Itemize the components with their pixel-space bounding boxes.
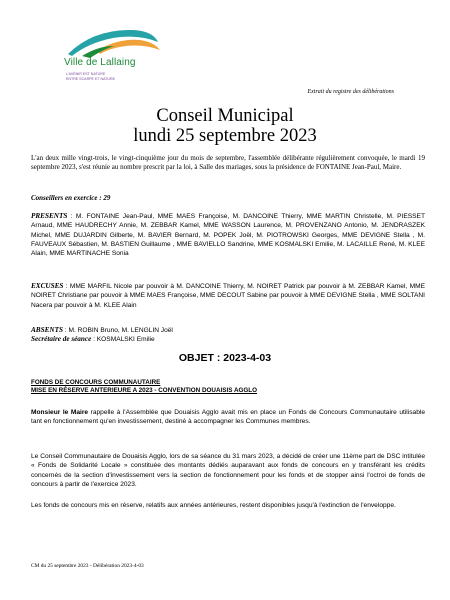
city-logo — [58, 24, 168, 104]
presents-list: : M. FONTAINE Jean-Paul, MME MAES Françoise, M. DANCOINE Thierry, MME MARTIN Christelle, M. PIESSET Arnaud, MME HAUDRECHY Annie, M. ZEBBAR Kamel, MME WASSON Laurence, M. PROVENZANO Antonio, M. JENDRASZEK Michel, MME DUJARDIN Gilberte, M. BAVIER Bernard, M. POPEK Joël, M. PIOTROWSKI Georges, MME DEVIGNE Stella , M. FAUVEAUX Sébastien, M. BASTIEN Guillaume , MME BAVIELLO Sandrine, MME KOSMALSKI Emilie, M. LACAILLE René, M. KLEE Alain, MME MARTINACHE Sonia — [31, 213, 425, 258]
logo-tagline-secondary: ENTRE SCARPE ET NATURE — [66, 77, 115, 81]
paragraph-2: Le Conseil Communautaire de Douaisis Agglo, lors de sa séance du 31 mars 2023, a décidé de créer une 11ème part de DSC intitulée « Fonds de Solidarité Locale » constituée des montants dédiés auparavant aux fonds de concours en y transférant les crédits concernés de la section d'investissement vers la section de fonctionnement pour les fonds et de stopper ainsi l'octroi de fonds de concours à partir de l'exercice 2023. — [31, 453, 425, 489]
paragraph-1 — [31, 408, 425, 427]
page-footer: CM du 25 septembre 2023 - Délibération 2023-4-03 — [31, 563, 144, 569]
intro-paragraph: L'an deux mille vingt-trois, le vingt-cinquième jour du mois de septembre, l'assemblée délibérante régulièrement convoquée, le mardi 19 septembre 2023, s'est réunie au nombre prescrit par la loi, à Salle des mariages, sous la présidence de FONTAINE Jean-Paul, Maire. — [31, 154, 425, 172]
paragraph-3: Les fonds de concours mis en réserve, relatifs aux années antérieures, restent disponibles jusqu'à l'extinction de l'enveloppe. — [31, 502, 396, 509]
secretary-name: : KOSMALSKI Emilie — [91, 336, 155, 343]
extract-label: Extrait du registre des délibérations — [307, 89, 394, 95]
excuses-label: EXCUSES — [31, 282, 64, 290]
paragraph-1-lead: Monsieur le Maire — [31, 409, 89, 416]
excuses-paragraph — [31, 282, 425, 310]
secretary-label: Secrétaire de séance — [31, 335, 92, 343]
section-title: FONDS DE CONCOURS COMMUNAUTAIRE — [31, 379, 161, 386]
presents-paragraph — [31, 212, 425, 258]
logo-name: Ville de Lallaing — [64, 57, 136, 68]
councillors-count: Conseillers en exercice : 29 — [31, 194, 111, 202]
secretary-paragraph — [31, 335, 425, 344]
meeting-date: lundi 25 septembre 2023 — [133, 126, 317, 146]
page-title: Conseil Municipal — [156, 106, 294, 126]
absents-label: ABSENTS — [31, 326, 63, 334]
absents-list: : M. ROBIN Bruno, M. LENGLIN Joël — [62, 327, 173, 334]
paragraph-1-text: rappelle à l'Assemblée que Douaisis Agglo avait mis en place un Fonds de Concours Communautaire utilisable tant en fonctionnement qu'en investissement, destiné à accompagner les Communes membres. — [31, 409, 425, 426]
logo-tagline: L'AVENIR EST NATURE — [66, 72, 106, 76]
presents-label: PRESENTS — [31, 212, 68, 220]
excuses-list: : MME MARFIL Nicole par pouvoir à M. DANCOINE Thierry, M. NOIRET Patrick par pouvoir à M. ZEBBAR Kamel, MME NOIRET Christiane par pouvoir à MME MAES Françoise, MME DECOUT Sabine par pouvoir à MME DEVIGNE Stella , MME SOLTANI Nacera par pouvoir à M. KLEE Alain — [31, 283, 425, 309]
absents-paragraph — [31, 326, 425, 335]
objet-heading: OBJET : 2023-4-03 — [178, 352, 272, 364]
section-subtitle: MISE EN RÉSERVE ANTERIEURE A 2023 - CONVENTION DOUAISIS AGGLO — [31, 387, 258, 394]
